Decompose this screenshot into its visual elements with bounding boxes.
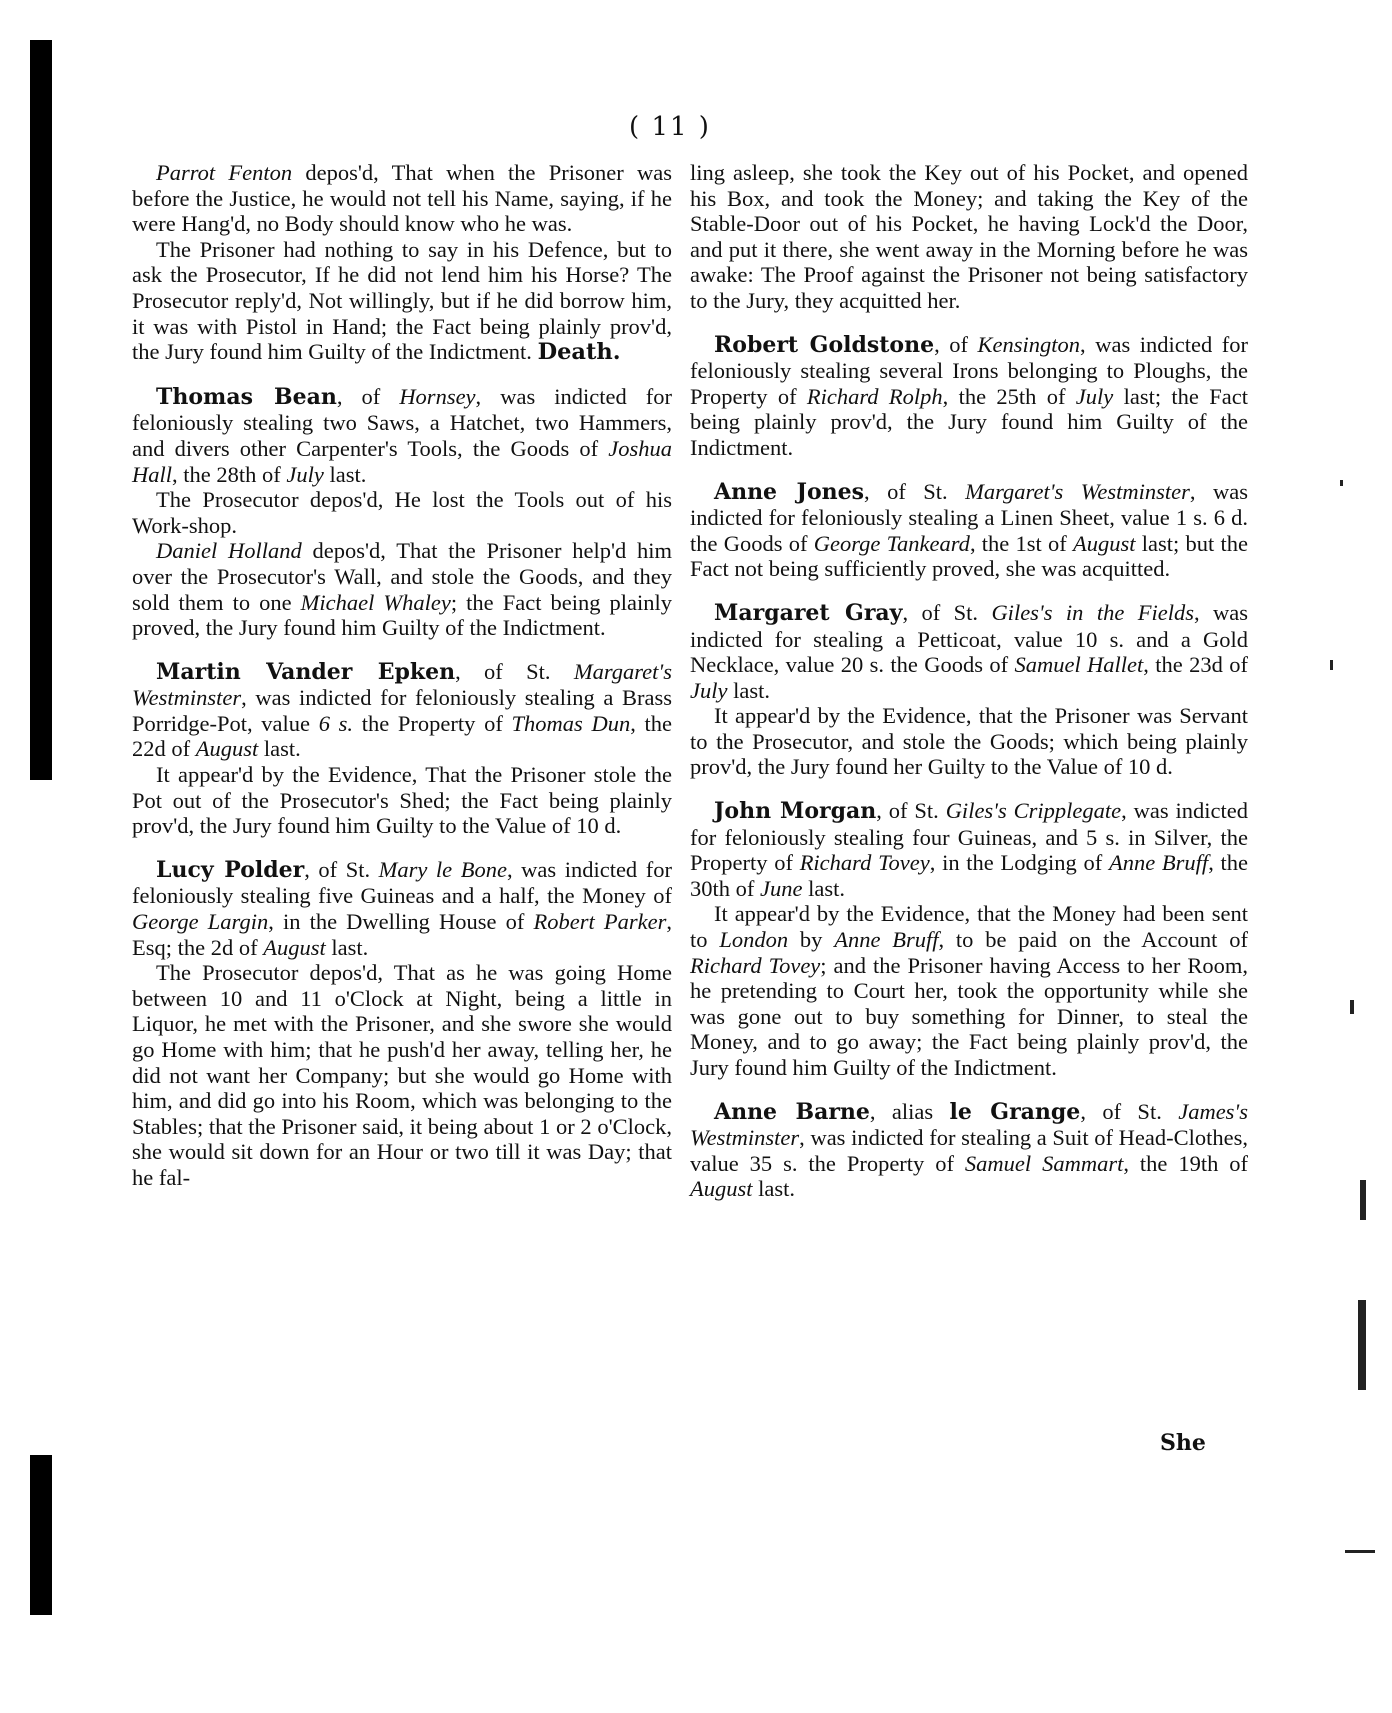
scan-margin-bar-bottom xyxy=(30,1455,52,1615)
case-entry xyxy=(132,384,672,487)
text: , was indicted for feloniously stealing five Guineas and a half, the Money of xyxy=(132,856,672,909)
paragraph xyxy=(690,703,1248,780)
alias-name: le Grange xyxy=(949,1098,1081,1125)
text: , of St. xyxy=(864,478,966,504)
defendant-name: Lucy Polder xyxy=(156,856,305,883)
case-entry xyxy=(690,798,1248,901)
witness-name: Daniel Holland xyxy=(156,538,302,564)
month: July xyxy=(286,461,324,487)
text: last. xyxy=(802,875,845,901)
place-name: James's Westminster xyxy=(690,1098,1248,1151)
text: , the 1st of xyxy=(969,530,1073,556)
text: ; the Fact being plainly proved, the Jury found him Guilty of the Indictment. xyxy=(132,589,673,641)
text: , was indicted for feloniously stealing four Guineas, and 5 s. in Silver, the Property of xyxy=(690,798,1249,876)
owner-name: Samuel Hallet xyxy=(1014,652,1144,678)
scan-speck xyxy=(1350,1000,1354,1014)
place-name: London xyxy=(719,927,789,953)
text: ; and the Prisoner having Access to her Room, he pretending to Court her, took the opportunity while she was gone out to buy something for Dinner, to steal the Money, and to go away; the Fact being plainly prov'd, the Jury found him Guilty of the Indictment. xyxy=(690,952,1248,1080)
text: , the 23d of xyxy=(1143,652,1248,678)
page-number: ( 11 ) xyxy=(629,112,711,142)
paragraph-text: ling asleep, she took the Key out of his Pocket, and opened his Box, and took the Money; and taking the Key of the Stable-Door out of his Pocket, he having Lock'd the Door, and put it there, she went away in the Morning before he was awake: The Proof against the Prisoner not being satisfactory to the Jury, they acquitted her. xyxy=(690,160,1248,313)
text: , the 28th of xyxy=(172,461,287,487)
owner-name: Richard Rolph xyxy=(806,383,943,409)
paragraph-text: The Prosecutor depos'd, That as he was going Home between 10 and 11 o'Clock at Night, being a little in Liquor, he met with the Prisoner, and she swore she would go Home with him; that he push'd her away, telling her, he did not want her Company; but she would go Home with him, and did go into his Room, which was belonging to the Stables; that the Prisoner said, it being about 1 or 2 o'Clock, she would sit down for an Hour or two till it was Day; that he fal- xyxy=(132,960,672,1190)
text: , of St. xyxy=(1080,1098,1179,1124)
owner-name: Thomas Dun xyxy=(511,710,631,736)
text: , the 19th of xyxy=(1123,1150,1249,1176)
scan-speck xyxy=(1340,480,1343,486)
month: August xyxy=(690,1176,753,1202)
person-name: Anne Bruff xyxy=(834,927,939,953)
text: last. xyxy=(727,677,770,703)
lodging-name: Anne Bruff xyxy=(1108,850,1209,876)
paragraph-text: depos'd, That when the Prisoner was before the Justice, he would not tell his Name, saying, if he were Hang'd, no Body should know who he was. xyxy=(132,160,672,237)
paragraph xyxy=(132,762,672,839)
place-name: Kensington xyxy=(977,331,1081,357)
catchword: She xyxy=(1160,1430,1206,1456)
text: last. xyxy=(258,736,301,762)
buyer-name: Michael Whaley xyxy=(300,589,451,615)
case-entry xyxy=(132,857,672,960)
scan-margin-bar-top xyxy=(30,40,52,780)
text: , to be paid on the Account of xyxy=(938,927,1248,953)
text: , of xyxy=(336,383,400,409)
owner-name: Joshua Hall xyxy=(132,435,672,487)
owner-name: George Largin xyxy=(132,909,269,935)
text: , was indicted for feloniously stealing two Saws, a Hatchet, two Hammers, and divers other Carpenter's Tools, the Goods of xyxy=(132,383,672,461)
text: , alias xyxy=(869,1098,950,1124)
text: last. xyxy=(325,934,369,960)
text: , the 30th of xyxy=(690,850,1249,901)
place-name: Giles's Cripplegate xyxy=(945,798,1122,824)
paragraph-text: The Prosecutor depos'd, He lost the Tools out of his Work-shop. xyxy=(132,487,672,538)
text: last; the Fact being plainly prov'd, the Jury found him Guilty of the Indictment. xyxy=(690,383,1248,460)
owner-name: Samuel Sammart xyxy=(964,1150,1124,1176)
month: August xyxy=(263,934,326,960)
paragraph xyxy=(132,487,672,538)
left-column xyxy=(132,160,672,1191)
text: , in the Lodging of xyxy=(929,850,1109,876)
text: , was indicted for feloniously stealing a Brass Porridge-Pot, value xyxy=(132,685,672,736)
scan-noise xyxy=(1300,400,1380,1600)
house-owner-name: Robert Parker xyxy=(533,909,667,935)
text: It appear'd by the Evidence, that the Money had been sent to xyxy=(690,901,1248,953)
defendant-name: Anne Jones xyxy=(714,478,865,505)
text: , of St. xyxy=(455,658,574,684)
text: , was indicted for stealing a Petticoat, value 10 s. and a Gold Necklace, value 20 s. the Goods of xyxy=(690,599,1248,678)
owner-name: Richard Tovey xyxy=(799,850,930,876)
right-column xyxy=(690,160,1248,1202)
text: , in the Dwelling House of xyxy=(268,909,534,935)
text: , Esq; the 2d of xyxy=(132,909,672,960)
case-entry xyxy=(690,600,1248,703)
witness-name: Parrot Fenton xyxy=(156,160,293,185)
place-name: Margaret's Westminster xyxy=(965,478,1190,504)
text: depos'd, That the Prisoner help'd him over the Prosecutor's Wall, and stole the Goods, and they sold them to one xyxy=(132,538,672,615)
scan-speck xyxy=(1330,660,1333,670)
text: , of xyxy=(934,331,978,357)
place-name: Hornsey xyxy=(399,383,476,409)
paragraph xyxy=(690,901,1248,1080)
text: the Property of xyxy=(353,710,512,736)
month: August xyxy=(195,736,259,762)
month: July xyxy=(1075,383,1114,409)
month: August xyxy=(1073,530,1136,556)
paragraph-text: It appear'd by the Evidence, That the Prisoner stole the Pot out of the Prosecutor's Shed; the Fact being plainly prov'd, the Jury found him Guilty to the Value of 10 d. xyxy=(132,762,672,839)
text: , the 25th of xyxy=(942,383,1076,409)
case-entry xyxy=(690,1099,1248,1202)
text: , of St. xyxy=(876,798,946,824)
case-entry xyxy=(690,479,1248,582)
person-name: Richard Tovey xyxy=(690,952,821,978)
paragraph xyxy=(690,160,1248,314)
defendant-name: John Morgan xyxy=(714,798,877,825)
text: , was indicted for feloniously stealing several Irons belonging to Ploughs, the Property of xyxy=(690,331,1248,409)
scan-speck xyxy=(1345,1550,1375,1553)
paragraph xyxy=(132,237,672,366)
text: last. xyxy=(752,1176,796,1202)
defendant-name: Robert Goldstone xyxy=(714,331,935,358)
scan-speck xyxy=(1358,1300,1366,1390)
defendant-name: Margaret Gray xyxy=(714,599,903,626)
case-entry xyxy=(690,332,1248,461)
defendant-name: Anne Barne xyxy=(714,1098,870,1125)
value: 6 s. xyxy=(318,710,354,736)
place-name: Margaret's Westminster xyxy=(132,658,672,711)
paragraph-text: The Prisoner had nothing to say in his Defence, but to ask the Prosecutor, If he did not lend him his Horse? The Prosecutor reply'd, Not willingly, but if he did borrow him, it was with Pistol in Hand; the Fact being plainly prov'd, the Jury found him Guilty of the Indictment. xyxy=(132,236,672,365)
paragraph xyxy=(132,960,672,1190)
defendant-name: Martin Vander Epken xyxy=(156,658,456,685)
place-name: Giles's in the Fields xyxy=(991,599,1194,625)
text: by xyxy=(788,927,835,953)
text: , was indicted for feloniously stealing a Linen Sheet, value 1 s. 6 d. the Goods of xyxy=(690,478,1248,556)
paragraph-text: It appear'd by the Evidence, that the Prisoner was Servant to the Prosecutor, and stole the Goods; which being plainly prov'd, the Jury found her Guilty to the Value of 10 d. xyxy=(690,703,1248,780)
text: , of St. xyxy=(304,856,379,882)
text: , was indicted for stealing a Suit of Head-Clothes, value 35 s. the Property of xyxy=(690,1125,1248,1176)
owner-name: George Tankeard xyxy=(813,530,970,556)
paragraph xyxy=(132,538,672,640)
month: July xyxy=(690,677,728,703)
text: last. xyxy=(323,461,367,487)
verdict: Death. xyxy=(537,339,621,366)
case-entry xyxy=(132,659,672,762)
defendant-name: Thomas Bean xyxy=(156,383,337,410)
month: June xyxy=(760,875,803,901)
text: , the 22d of xyxy=(132,710,672,762)
paragraph xyxy=(132,160,672,237)
text: , of St. xyxy=(902,599,992,625)
place-name: Mary le Bone xyxy=(378,856,507,882)
scan-speck xyxy=(1360,1180,1366,1220)
text: last; but the Fact not being sufficiently proved, she was acquitted. xyxy=(690,530,1248,582)
